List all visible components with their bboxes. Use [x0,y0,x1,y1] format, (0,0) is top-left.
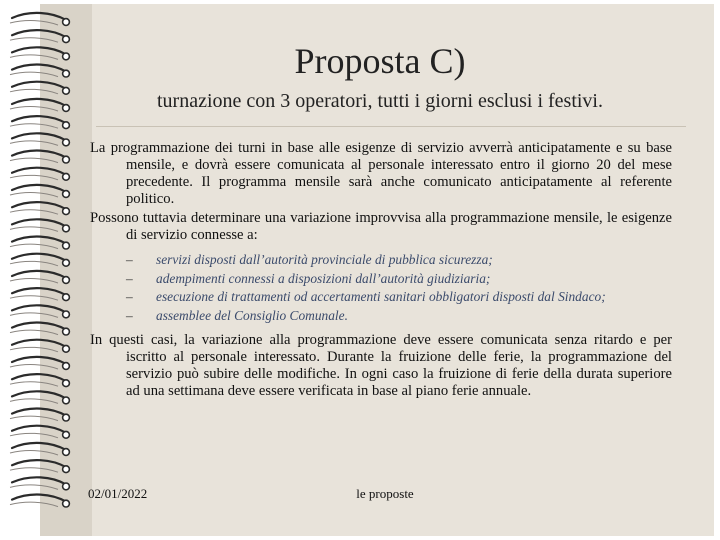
dash-bullet: – [126,270,133,286]
spiral-ring-icon [10,391,69,403]
list-item [90,271,672,288]
spiral-ring-icon [10,323,69,335]
spiral-ring-icon [10,116,69,128]
spiral-binding-icon [0,0,80,540]
list-item-text: adempimenti connessi a disposizioni dall’autorità giudiziaria; [156,270,491,286]
spiral-ring-icon [10,133,69,145]
esigenze-list [90,252,672,324]
spiral-ring-icon [10,426,69,438]
spiral-ring-icon [10,357,69,369]
dash-bullet: – [126,307,133,323]
spiral-ring-icon [10,374,69,386]
slide-body [90,140,672,402]
spiral-ring-icon [10,168,69,180]
spiral-ring-icon [10,151,69,163]
paragraph-variazione: Possono tuttavia determinare una variazione improvvisa alla programmazione mensile, le esigenze di servizio connesse a: [90,210,672,243]
spiral-ring-icon [10,443,69,455]
spiral-ring-icon [10,288,69,300]
slide-title: Proposta C) [294,41,466,81]
spiral-ring-icon [10,305,69,317]
spiral-ring-icon [10,65,69,77]
list-item [90,289,672,306]
paragraph-programmazione: La programmazione dei turni in base alle esigenze di servizio avverrà anticipatamente e su base mensile, e dovrà essere comunicata al personale interessato entro il giorno 20 del mese precedente. Il programma mensile sarà anche comunicato anticipatamente al referente politico. [90,140,672,207]
spiral-ring-icon [10,460,69,472]
spiral-ring-icon [10,340,69,352]
spiral-ring-icon [10,202,69,214]
spiral-ring-icon [10,237,69,249]
spiral-ring-icon [10,409,69,421]
spiral-ring-icon [10,99,69,111]
spiral-ring-icon [10,13,69,25]
dash-bullet: – [126,252,133,267]
spiral-ring-icon [10,271,69,283]
spiral-ring-icon [10,30,69,42]
list-item [90,252,672,269]
spiral-ring-icon [10,47,69,59]
list-item-text: assemblee del Consiglio Comunale. [156,307,348,323]
spiral-ring-icon [10,495,69,507]
paragraph-casi: In questi casi, la variazione alla programmazione deve essere comunicata senza ritardo e per iscritto al personale interessato. Durante la fruizione delle ferie, la programmazione del servizio può subire delle modifiche. In ogni caso la fruizione di ferie della durata superiore ad una settimana deve essere verificata in base al piano ferie annuale. [90,332,672,399]
footer-center-label: le proposte [356,486,414,501]
list-item [90,308,672,325]
slide-subtitle: turnazione con 3 operatori, tutti i giorni esclusi i festivi. [156,90,603,112]
list-item-text: esecuzione di trattamenti od accertamenti sanitari obbligatori disposti dal Sindaco; [156,289,606,304]
dash-bullet: – [126,289,133,304]
spiral-ring-icon [10,219,69,231]
spiral-ring-icon [10,477,69,489]
footer-date: 02/01/2022 [88,486,148,501]
spiral-ring-icon [10,185,69,197]
spiral-ring-icon [10,82,69,94]
spiral-ring-icon [10,254,69,266]
list-item-text: servizi disposti dall’autorità provinciale di pubblica sicurezza; [156,252,493,267]
title-divider [96,126,686,127]
